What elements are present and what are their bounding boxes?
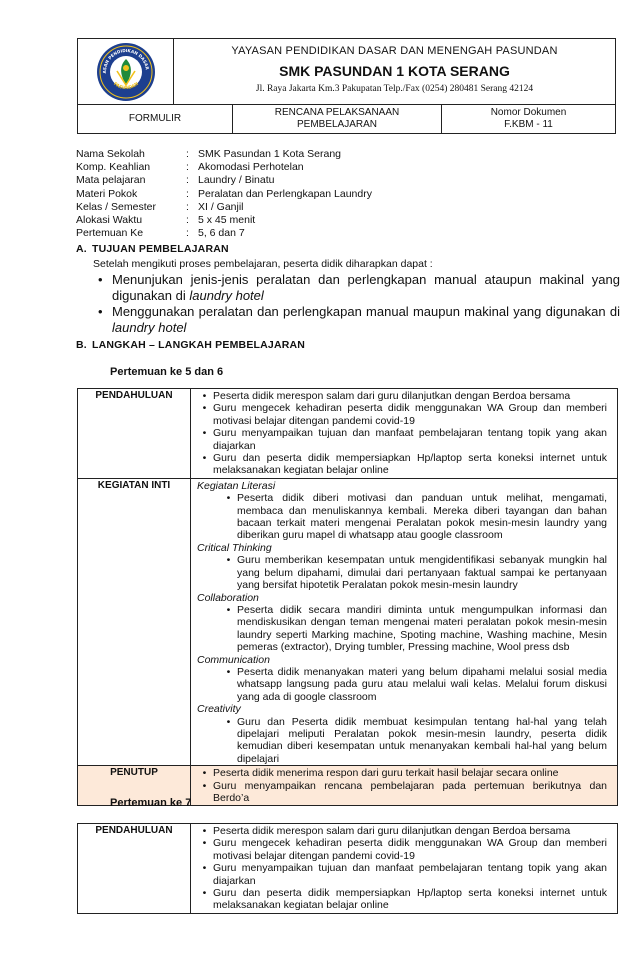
identity-value: 5, 6 dan 7 <box>198 227 245 240</box>
document-type-line1: RENCANA PELAKSANAAN <box>274 106 400 118</box>
bullet-icon: • <box>226 492 231 505</box>
activity-subheading: Creativity <box>197 703 241 716</box>
document-type-line2: PEMBELAJARAN <box>296 119 378 130</box>
objectives-intro: Setelah mengikuti proses pembelajaran, peserta didik diharapkan dapat : <box>93 258 433 270</box>
section-a-title: A. TUJUAN PEMBELAJARAN <box>76 243 229 255</box>
pendahuluan-label: PENDAHULUAN <box>78 389 191 479</box>
identity-key: Alokasi Waktu <box>76 213 143 226</box>
document-number-value: F.KBM - 11 <box>504 119 553 130</box>
list-item: • Peserta didik menerima respon dari guru terkait hasil belajar secara online <box>196 767 607 779</box>
list-item: • Guru mengecek kehadiran peserta didik menggunakan WA Group dan memberi motivasi belajar ditengan pandemi covid-19 <box>196 402 607 427</box>
school-address: Jl. Raya Jakarta Km.3 Pakupatan Telp./Fax (0254) 280481 Serang 42124 <box>255 84 534 94</box>
identity-row: Nama Sekolah : SMK Pasundan 1 Kota Serang <box>76 148 342 160</box>
objective-item: • Menggunakan peralatan dan perlengkapan manual maupun makinal yang digunakan di laundry hotel <box>98 304 620 335</box>
identity-key: Nama Sekolah <box>76 148 145 160</box>
activity-subheading: Kegiatan Literasi <box>197 479 276 492</box>
identity-key: Komp. Keahlian <box>76 161 151 174</box>
meeting-1-title: Pertemuan ke 5 dan 6 <box>110 366 224 378</box>
list-item: • Guru dan peserta didik mempersiapkan Hp/laptop serta koneksi internet untuk melaksanakan kegiatan belajar online <box>196 887 607 912</box>
organization-info <box>174 39 615 104</box>
svg-text:PASUNDAN: PASUNDAN <box>111 81 140 91</box>
logo-cell <box>78 39 174 104</box>
list-item: • Peserta didik secara mandiri diminta untuk mengumpulkan informasi dan mendiskusikan dengan teman mengenai materi peralatan pokok mesin-mesin laundry seperti Marking machine, Spoting machine, Washing machine, Mesin pemeras (extractor), Drying tumbler, Pressing machine, Wool press dsb <box>196 604 607 654</box>
list-item: • Peserta didik menanyakan materi yang belum dipahami melalui sosial media whatsapp langsung pada guru atau melalui wali kelas. Melalui forum diskusi yang ada di google classroom <box>196 666 607 703</box>
section-objectives <box>76 243 620 336</box>
letterhead-top-row <box>78 39 615 105</box>
table-row <box>78 824 618 914</box>
list-item: • Guru menyampaikan tujuan dan manfaat pembelajaran tentang topik yang akan diajarkan <box>196 862 607 887</box>
bullet-icon: • <box>226 603 231 616</box>
activity-subheading: Critical Thinking <box>197 541 272 554</box>
list-item: • Peserta didik merespon salam dari guru dilanjutkan dengan Berdoa bersama <box>196 825 607 837</box>
identity-row: Komp. Keahlian : Akomodasi Perhotelan <box>76 161 304 174</box>
table-row <box>78 478 618 765</box>
bullet-icon: • <box>202 452 207 465</box>
bullet-icon: • <box>202 767 207 780</box>
identity-value: 5 x 45 menit <box>198 213 256 226</box>
list-item: • Guru menyampaikan tujuan dan manfaat pembelajaran tentang topik yang akan diajarkan <box>196 427 607 452</box>
identity-row: Mata pelajaran : Laundry / Binatu <box>76 174 275 187</box>
identity-row: Kelas / Semester : XI / Ganjil <box>76 200 244 213</box>
bullet-icon: • <box>226 554 231 567</box>
identity-value: SMK Pasundan 1 Kota Serang <box>198 148 342 160</box>
identity-value: XI / Ganjil <box>198 200 244 213</box>
school-logo <box>95 41 157 103</box>
bullet-icon: • <box>202 887 207 900</box>
list-item: • Peserta didik diberi motivasi dan panduan untuk melihat, mengamati, membaca dan menuliskannya kembali. Mereka diberi tayangan dan bahan bacaan terkait materi mengenai Peralatan pokok mesin-mesin laundry yang diberikan guru mapel di whatsapp atau google classroom <box>196 492 607 542</box>
letterhead <box>77 38 616 134</box>
meeting-1-table <box>77 388 618 806</box>
meeting-2-table <box>77 823 618 914</box>
section-b-title: B. LANGKAH – LANGKAH PEMBELAJARAN <box>76 339 306 351</box>
list-item: • Guru dan Peserta didik membuat kesimpulan tentang hal-hal yang telah dipelajari meliputi Peralatan pokok mesin-mesin laundry, peserta didik kemudian diberi kesempatan untuk menanyakan kembali hal-hal yang belum dipelajari <box>196 716 607 766</box>
meeting-2-title: Pertemuan ke 7 <box>110 797 192 809</box>
bullet-icon: • <box>202 837 207 850</box>
form-label: FORMULIR <box>78 105 233 133</box>
list-item: • Guru mengecek kehadiran peserta didik menggunakan WA Group dan memberi motivasi belajar ditengan pandemi covid-19 <box>196 837 607 862</box>
identity-value: Laundry / Binatu <box>198 174 275 187</box>
identity-block <box>76 148 372 240</box>
table-row <box>78 389 618 479</box>
identity-key: Pertemuan Ke <box>76 227 144 240</box>
bullet-icon: • <box>98 272 103 287</box>
bullet-icon: • <box>202 862 207 875</box>
objectives-list <box>98 272 620 335</box>
bullet-icon: • <box>202 402 207 415</box>
bullet-icon: • <box>202 427 207 440</box>
school-name: SMK PASUNDAN 1 KOTA SERANG <box>279 63 510 79</box>
objective-item: • Menunjukan jenis-jenis peralatan dan perlengkapan manual ataupun makinal yang digunakan di laundry hotel <box>98 272 620 303</box>
identity-key: Materi Pokok <box>76 187 138 200</box>
document-type <box>233 105 442 133</box>
foundation-name: YAYASAN PENDIDIKAN DASAR DAN MENENGAH PASUNDAN <box>231 45 558 57</box>
bullet-icon: • <box>226 715 231 728</box>
document-number <box>442 105 615 133</box>
list-item: • Guru memberikan kesempatan untuk mengidentifikasi sebanyak mungkin hal yang belum dipahami, dimulai dari pertanyaan faktual sampai ke pertanyaan yang bersifat hipotetik Peralatan pokok mesin-mesin laundry <box>196 554 607 591</box>
bullet-icon: • <box>202 779 207 792</box>
list-item: • Peserta didik merespon salam dari guru dilanjutkan dengan Berdoa bersama <box>196 390 607 402</box>
activity-subheading: Collaboration <box>197 591 259 604</box>
identity-row: Materi Pokok : Peralatan dan Perlengkapan Laundry <box>76 187 372 200</box>
activity-subheading: Communication <box>197 653 270 666</box>
identity-key: Mata pelajaran <box>76 174 146 187</box>
bullet-icon: • <box>202 390 207 402</box>
bullet-icon: • <box>226 665 231 678</box>
penutup-label: PENUTUP <box>78 766 191 806</box>
pendahuluan-label: PENDAHULUAN <box>78 824 191 914</box>
list-item: • Guru menyampaikan rencana pembelajaran pada pertemuan berikutnya dan Berdo’a <box>196 780 607 805</box>
identity-row: Alokasi Waktu : 5 x 45 menit <box>76 213 256 226</box>
list-item: • Guru dan peserta didik mempersiapkan Hp/laptop serta koneksi internet untuk melaksanakan kegiatan belajar online <box>196 452 607 477</box>
identity-key: Kelas / Semester <box>76 200 156 213</box>
letterhead-bottom-row <box>78 105 615 133</box>
document-number-label: Nomor Dokumen <box>490 106 567 118</box>
identity-value: Peralatan dan Perlengkapan Laundry <box>198 187 372 200</box>
bullet-icon: • <box>98 304 103 319</box>
bullet-icon: • <box>202 825 207 837</box>
identity-value: Akomodasi Perhotelan <box>198 161 304 174</box>
kegiatan-inti-label: KEGIATAN INTI <box>78 478 191 765</box>
identity-row: Pertemuan Ke : 5, 6 dan 7 <box>76 227 245 240</box>
svg-text:YAYASAN PENDIDIKAN DASAR DAN: ASAN PENDIDIKAN DASAR <box>101 47 150 74</box>
